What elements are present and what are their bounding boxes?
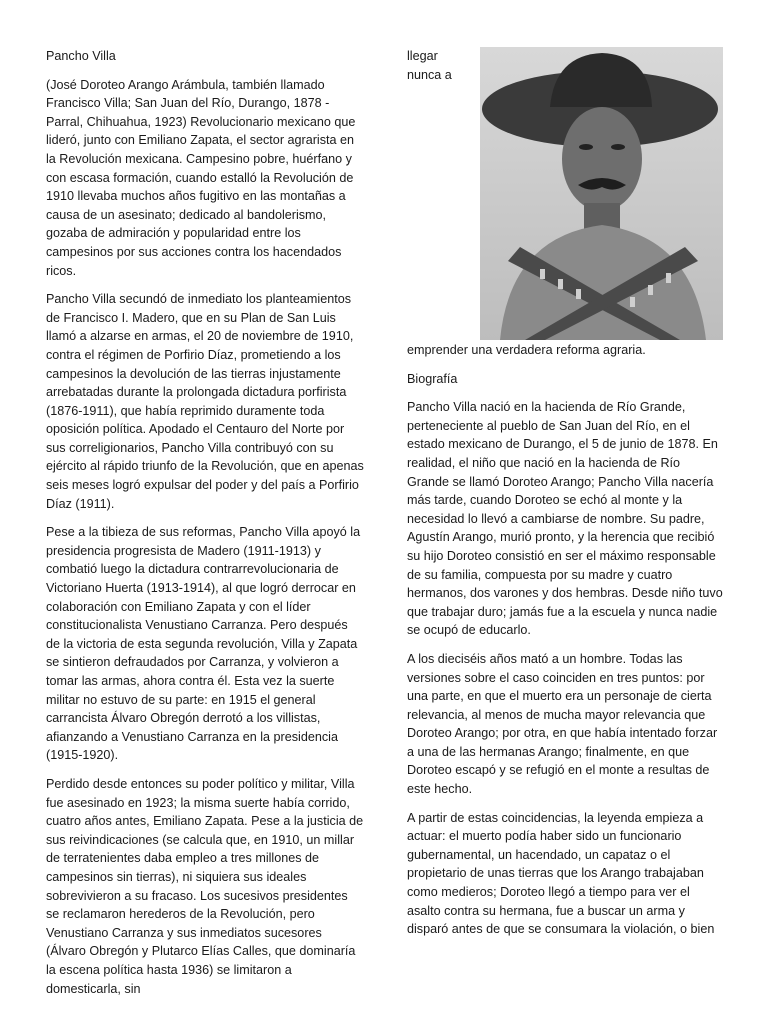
- paragraph: Pancho Villa nació en la hacienda de Río Grande, perteneciente al pueblo de San Juan del Río, en el estado mexicano de Durango, el 5 de junio de 1878. En realidad, el niño que nació en la hacienda de Río Grande se llamó Doroteo Arango; Pancho Villa nacería más tarde, cuando Doroteo se echó al monte y la necesidad lo llevó a cambiarse de nombre. Su padre, Agustín Arango, murió pronto, y la herencia que recibió su hijo Doroteo consistió en ser el máximo responsable de su familia, compuesta por su madre y cuatro hermanos, dos varones y dos hembras. Desde niño tuvo que trabajar duro; jamás fue a la escuela y nunca nadie se ocupó de educarlo.: [407, 400, 723, 638]
- wrap-text: [407, 47, 475, 84]
- paragraph: Pancho Villa secundó de inmediato los planteamientos de Francisco I. Madero, que en su Plan de San Luis llamó a alzarse en armas, el 20 de noviembre de 1910, contra el régimen de Porfirio Díaz, prometiendo a los campesinos la devolución de las tierras injustamente arrebatadas durante la prolongada dictadura porfirista (1876-1911), que había reprimido duramente toda oposición política. Apodado el Centauro del Norte por sus correligionarios, Pancho Villa contribuyó con su ejército al rápido triunfo de la Revolución, que en apenas seis meses logró expulsar del poder y del país a Porfirio Díaz (1911).: [46, 292, 364, 511]
- paragraph: Pese a la tibieza de sus reformas, Pancho Villa apoyó la presidencia progresista de Madero (1911-1913) y combatió luego la dictadura contrarrevolucionaria de Victoriano Huerta (1913-1914), al que logró derrocar en colaboración con Emiliano Zapata y con el líder constitucionalista Venustiano Carranza. Pero después de la victoria de esta segunda revolución, Villa y Zapata se sintieron defraudados por Carranza, y volvieron a tomar las armas, ahora contra él. Esta vez la suerte militar no estuvo de su parte: en 1915 el general carrancista Álvaro Obregón derrotó a los villistas, afianzando a Venustiano Carranza en la presidencia (1915-1920).: [46, 525, 361, 763]
- paragraph: (José Doroteo Arango Arámbula, también llamado Francisco Villa; San Juan del Río, Durango, 1878 - Parral, Chihuahua, 1923) Revolucionario mexicano que lideró, junto con Emiliano Zapata, el sector agrarista en la Revolución mexicana. Campesino pobre, huérfano y con escasa formación, cuando estalló la Revolución de 1910 llevaba muchos años fugitivo en las montañas a causa de un asesinato; dedicado al bandolerismo, gozaba de admiración y popularidad entre los campesinos por sus acciones contra los hacendados ricos.: [46, 77, 356, 278]
- paragraph: Perdido desde entonces su poder político y militar, Villa fue asesinado en 1923; la misma suerte había corrido, cuatro años antes, Emiliano Zapata. Pese a la justicia de sus reivindicaciones (se calcula que, en 1910, un millar de terratenientes daba empleo a tres millones de campesinos sin tierras), ni siquiera sus ideales sobrevivieron a su fracaso. Los sucesivos presidentes se reclamaron herederos de la Revolución, pero Venustiano Carranza y sus inmediatos sucesores (Álvaro Obregón y Plutarco Elías Calles, que dominaría la escena política hasta 1936) se limitaron a domesticarla, sin: [46, 776, 364, 996]
- section-heading: Biografía: [407, 371, 458, 386]
- left-column: [46, 47, 364, 1008]
- paragraph: A partir de estas coincidencias, la leyenda empieza a actuar: el muerto podía haber sido un funcionario gubernamental, un hacendado, un capataz o el propietario de unas tierras que los Arango trabajaban como medieros; Doroteo llegó a tiempo para ver el asalto contra su hermana, fue a buscar un arma y disparó antes de que se consumara la violación, o bien: [407, 810, 715, 937]
- portrait-photo: [480, 47, 723, 340]
- paragraph: A los dieciséis años mató a un hombre. Todas las versiones sobre el caso coinciden en tres puntos: por una parte, en que el muerto era un personaje de cierta relevancia, al menos de mucha mayor relevancia que Doroteo Arango; por otra, en que había intentado forzar a una de las hermanas Arango; finalmente, en que Doroteo escapó y se refugió en el monte a resultas de este hecho.: [407, 651, 718, 797]
- portrait-image: [480, 47, 723, 340]
- wrap-line: nunca a: [407, 67, 452, 82]
- document-title: Pancho Villa: [46, 49, 116, 63]
- right-column: [407, 341, 725, 949]
- continuation-line: emprender una verdadera reforma agraria.: [407, 343, 646, 357]
- wrap-line: llegar: [407, 49, 438, 63]
